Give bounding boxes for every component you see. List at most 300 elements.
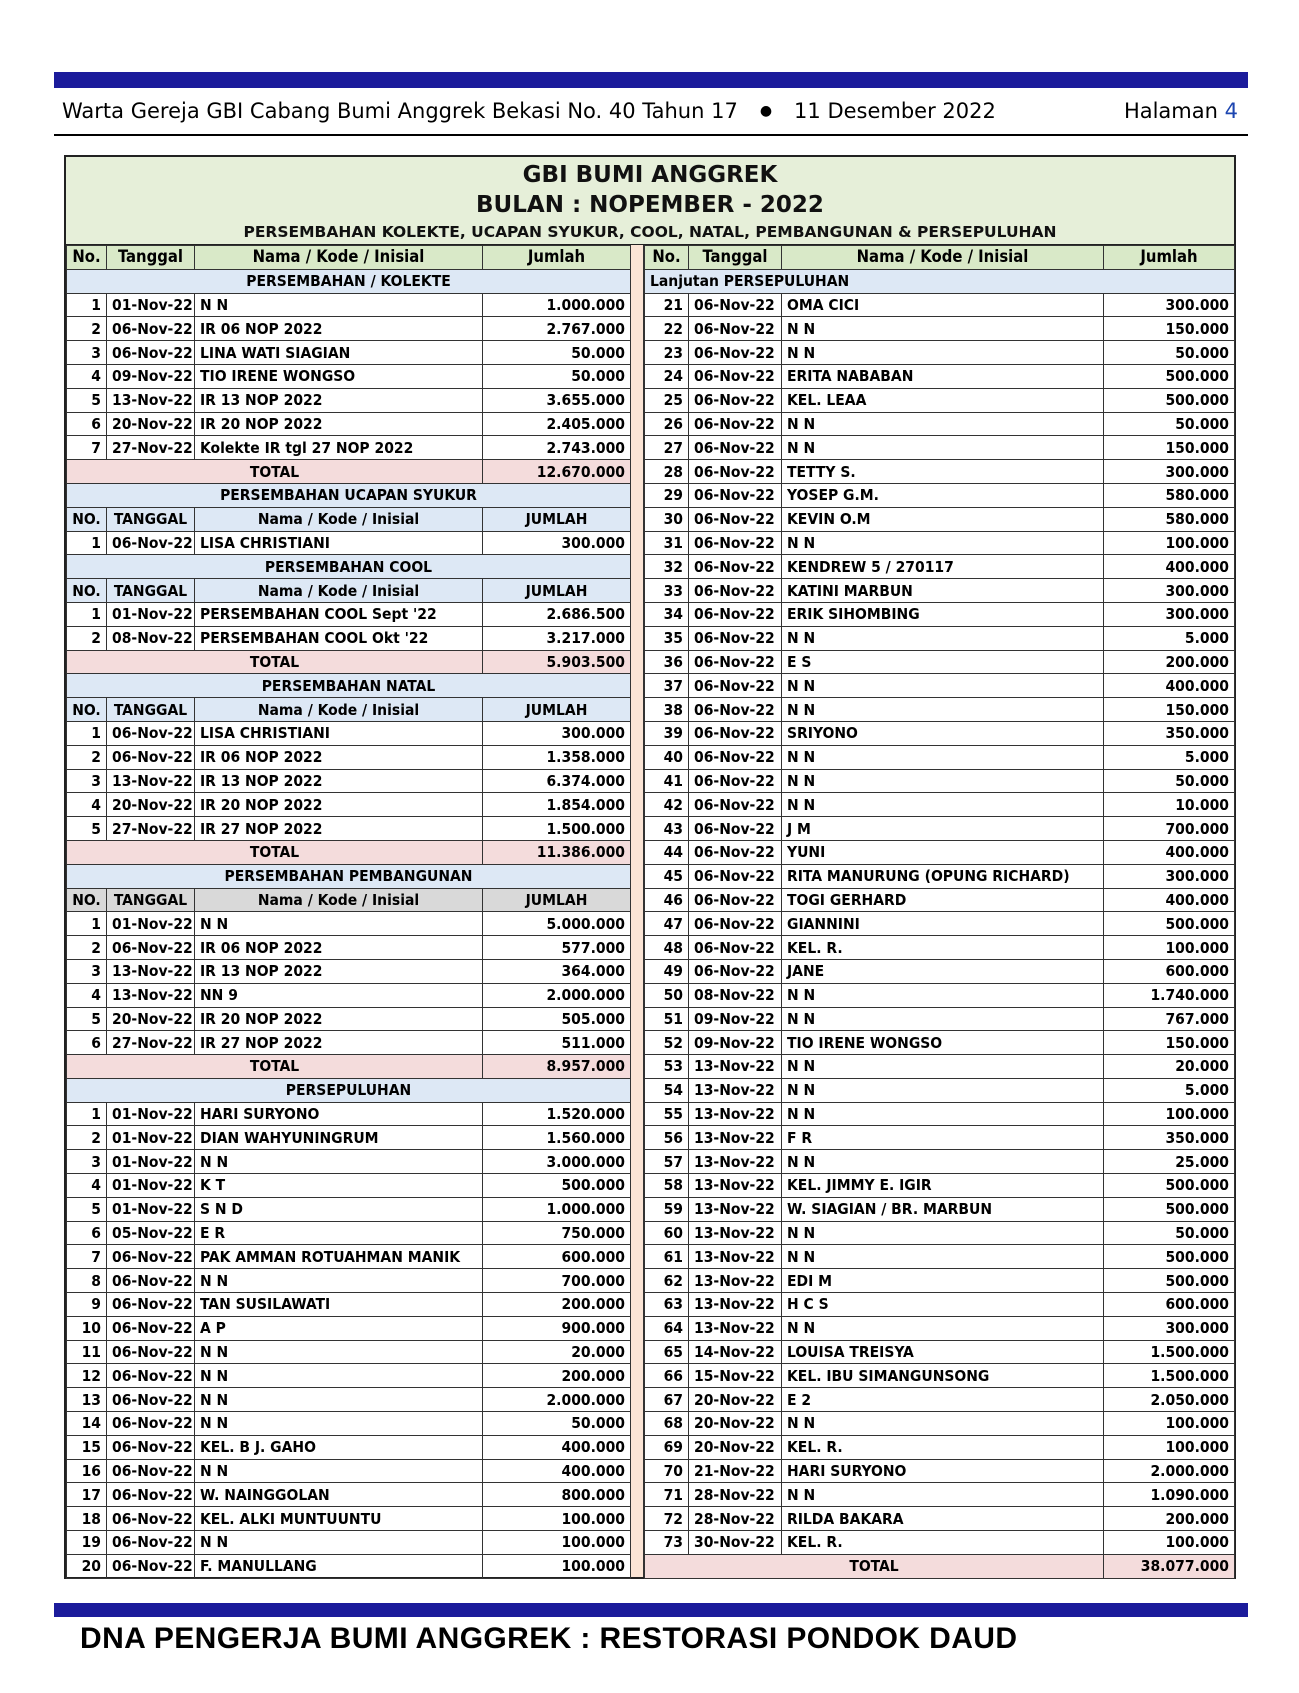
row-date: 06-Nov-22 — [689, 674, 782, 698]
row-date: 06-Nov-22 — [107, 1412, 195, 1436]
header-rule — [54, 134, 1248, 136]
table-row — [67, 1316, 631, 1340]
row-date: 20-Nov-22 — [689, 1435, 782, 1459]
row-number: 61 — [645, 1245, 689, 1269]
section-title-row — [67, 555, 631, 579]
row-name: IR 13 NOP 2022 — [195, 769, 483, 793]
subheader-no: NO. — [67, 698, 107, 722]
row-number: 45 — [645, 864, 689, 888]
row-amount: 1.000.000 — [483, 1197, 631, 1221]
row-number: 72 — [645, 1507, 689, 1531]
table-row — [645, 1007, 1235, 1031]
row-name: RITA MANURUNG (OPUNG RICHARD) — [782, 864, 1104, 888]
row-number: 5 — [67, 388, 107, 412]
row-date: 06-Nov-22 — [689, 745, 782, 769]
row-name: PERSEMBAHAN COOL Okt '22 — [195, 626, 483, 650]
table-row — [67, 602, 631, 626]
row-number: 49 — [645, 959, 689, 983]
row-number: 64 — [645, 1316, 689, 1340]
row-number: 21 — [645, 293, 689, 317]
row-number: 47 — [645, 912, 689, 936]
row-number: 54 — [645, 1078, 689, 1102]
section-title-row — [67, 864, 631, 888]
row-amount: 767.000 — [1104, 1007, 1235, 1031]
row-date: 06-Nov-22 — [689, 817, 782, 841]
row-number: 51 — [645, 1007, 689, 1031]
header-no: No. — [67, 246, 107, 270]
row-name: N N — [782, 1150, 1104, 1174]
row-name: TETTY S. — [782, 460, 1104, 484]
row-name: EDI M — [782, 1269, 1104, 1293]
row-number: 4 — [67, 364, 107, 388]
page-indicator — [1124, 99, 1238, 123]
header-jumlah: Jumlah — [483, 246, 631, 270]
row-name: N N — [782, 793, 1104, 817]
row-amount: 200.000 — [483, 1293, 631, 1317]
row-number: 70 — [645, 1459, 689, 1483]
table-row — [67, 817, 631, 841]
row-amount: 300.000 — [1104, 460, 1235, 484]
row-name: LINA WATI SIAGIAN — [195, 341, 483, 365]
row-number: 12 — [67, 1364, 107, 1388]
row-number: 1 — [67, 721, 107, 745]
table-row — [67, 1031, 631, 1055]
row-amount: 20.000 — [1104, 1055, 1235, 1079]
row-date: 14-Nov-22 — [689, 1340, 782, 1364]
row-number: 3 — [67, 1150, 107, 1174]
row-number: 27 — [645, 436, 689, 460]
row-name: J M — [782, 817, 1104, 841]
row-date: 27-Nov-22 — [107, 1031, 195, 1055]
row-amount: 50.000 — [483, 1412, 631, 1436]
table-row — [645, 602, 1235, 626]
section-title-row — [67, 1078, 631, 1102]
publication-title: Warta Gereja GBI Cabang Bumi Anggrek Bekasi No. 40 Tahun 17 — [62, 99, 738, 123]
table-row — [67, 1102, 631, 1126]
total-row — [67, 650, 631, 674]
row-amount: 3.000.000 — [483, 1150, 631, 1174]
table-row — [645, 293, 1235, 317]
row-number: 43 — [645, 817, 689, 841]
row-amount: 100.000 — [1104, 1435, 1235, 1459]
table-row — [645, 1269, 1235, 1293]
row-date: 06-Nov-22 — [107, 341, 195, 365]
row-date: 20-Nov-22 — [107, 412, 195, 436]
row-amount: 500.000 — [483, 1174, 631, 1198]
row-number: 23 — [645, 341, 689, 365]
row-date: 27-Nov-22 — [107, 817, 195, 841]
row-date: 05-Nov-22 — [107, 1221, 195, 1245]
row-amount: 400.000 — [1104, 840, 1235, 864]
row-name: YUNI — [782, 840, 1104, 864]
table-row — [645, 650, 1235, 674]
row-amount: 10.000 — [1104, 793, 1235, 817]
row-name: N N — [782, 412, 1104, 436]
row-number: 5 — [67, 1007, 107, 1031]
row-name: N N — [782, 626, 1104, 650]
row-date: 13-Nov-22 — [689, 1197, 782, 1221]
row-name: GIANNINI — [782, 912, 1104, 936]
row-date: 08-Nov-22 — [689, 983, 782, 1007]
row-amount: 50.000 — [1104, 1221, 1235, 1245]
row-date: 08-Nov-22 — [107, 626, 195, 650]
row-date: 06-Nov-22 — [689, 888, 782, 912]
row-name: TAN SUSILAWATI — [195, 1293, 483, 1317]
row-date: 06-Nov-22 — [689, 555, 782, 579]
row-number: 5 — [67, 817, 107, 841]
row-amount: 577.000 — [483, 936, 631, 960]
row-name: W. SIAGIAN / BR. MARBUN — [782, 1197, 1104, 1221]
table-row — [645, 1364, 1235, 1388]
table-row — [645, 1055, 1235, 1079]
row-date: 20-Nov-22 — [689, 1388, 782, 1412]
total-amount: 8.957.000 — [483, 1055, 631, 1079]
total-label: TOTAL — [67, 1055, 483, 1079]
row-amount: 300.000 — [483, 531, 631, 555]
row-name: KEL. LEAA — [782, 388, 1104, 412]
table-row — [645, 531, 1235, 555]
table-row — [67, 626, 631, 650]
row-amount: 500.000 — [1104, 1245, 1235, 1269]
row-amount: 100.000 — [1104, 1531, 1235, 1555]
row-amount: 505.000 — [483, 1007, 631, 1031]
row-number: 46 — [645, 888, 689, 912]
total-amount: 11.386.000 — [483, 840, 631, 864]
table-row — [645, 745, 1235, 769]
row-amount: 50.000 — [483, 364, 631, 388]
total-row — [67, 1055, 631, 1079]
row-number: 24 — [645, 364, 689, 388]
row-name: KEL. ALKI MUNTUUNTU — [195, 1507, 483, 1531]
row-name: N N — [782, 1316, 1104, 1340]
total-row — [67, 840, 631, 864]
row-name: IR 20 NOP 2022 — [195, 793, 483, 817]
subheader-nama: Nama / Kode / Inisial — [195, 579, 483, 603]
subheader-jumlah: JUMLAH — [483, 888, 631, 912]
row-number: 20 — [67, 1554, 107, 1578]
row-amount: 750.000 — [483, 1221, 631, 1245]
row-date: 06-Nov-22 — [689, 793, 782, 817]
row-number: 4 — [67, 793, 107, 817]
row-name: ERITA NABABAN — [782, 364, 1104, 388]
row-number: 29 — [645, 483, 689, 507]
row-number: 58 — [645, 1174, 689, 1198]
row-date: 06-Nov-22 — [107, 317, 195, 341]
row-name: N N — [782, 698, 1104, 722]
row-number: 57 — [645, 1150, 689, 1174]
section-title-row — [67, 269, 631, 293]
table-row — [67, 1245, 631, 1269]
section-title: Lanjutan PERSEPULUHAN — [645, 269, 1235, 293]
row-number: 60 — [645, 1221, 689, 1245]
row-number: 36 — [645, 650, 689, 674]
row-amount: 150.000 — [1104, 698, 1235, 722]
row-date: 06-Nov-22 — [107, 1269, 195, 1293]
row-date: 01-Nov-22 — [107, 602, 195, 626]
row-amount: 511.000 — [483, 1031, 631, 1055]
row-date: 13-Nov-22 — [689, 1221, 782, 1245]
row-date: 01-Nov-22 — [107, 912, 195, 936]
row-date: 06-Nov-22 — [107, 531, 195, 555]
table-row — [67, 1412, 631, 1436]
row-amount: 200.000 — [1104, 650, 1235, 674]
row-name: N N — [782, 1245, 1104, 1269]
row-amount: 2.000.000 — [483, 983, 631, 1007]
row-date: 01-Nov-22 — [107, 1102, 195, 1126]
row-amount: 5.000.000 — [483, 912, 631, 936]
row-amount: 200.000 — [483, 1364, 631, 1388]
row-name: A P — [195, 1316, 483, 1340]
section-column-header-row — [67, 507, 631, 531]
table-row — [645, 555, 1235, 579]
row-number: 63 — [645, 1293, 689, 1317]
row-amount: 1.500.000 — [1104, 1364, 1235, 1388]
row-amount: 300.000 — [1104, 579, 1235, 603]
table-row — [645, 674, 1235, 698]
section-title-row — [645, 269, 1235, 293]
row-name: N N — [782, 1102, 1104, 1126]
table-row — [67, 317, 631, 341]
table-row — [645, 769, 1235, 793]
table-row — [67, 531, 631, 555]
row-name: IR 27 NOP 2022 — [195, 1031, 483, 1055]
table-row — [645, 460, 1235, 484]
table-row — [645, 1316, 1235, 1340]
row-amount: 100.000 — [1104, 531, 1235, 555]
row-amount: 100.000 — [1104, 1412, 1235, 1436]
total-label: TOTAL — [645, 1554, 1104, 1578]
row-amount: 2.000.000 — [1104, 1459, 1235, 1483]
table-row — [645, 817, 1235, 841]
row-date: 06-Nov-22 — [107, 1531, 195, 1555]
table-row — [645, 1174, 1235, 1198]
table-row — [67, 1531, 631, 1555]
row-date: 01-Nov-22 — [107, 293, 195, 317]
row-amount: 3.217.000 — [483, 626, 631, 650]
total-amount: 12.670.000 — [483, 460, 631, 484]
subheader-tanggal: TANGGAL — [107, 579, 195, 603]
subheader-tanggal: TANGGAL — [107, 698, 195, 722]
row-date: 06-Nov-22 — [107, 1245, 195, 1269]
row-name: KEL. R. — [782, 936, 1104, 960]
table-row — [67, 293, 631, 317]
row-number: 40 — [645, 745, 689, 769]
table-row — [645, 483, 1235, 507]
row-name: JANE — [782, 959, 1104, 983]
row-number: 22 — [645, 317, 689, 341]
table-row — [67, 1435, 631, 1459]
row-date: 27-Nov-22 — [107, 436, 195, 460]
row-number: 3 — [67, 341, 107, 365]
row-amount: 400.000 — [483, 1435, 631, 1459]
table-row — [645, 1459, 1235, 1483]
row-name: KATINI MARBUN — [782, 579, 1104, 603]
row-amount: 580.000 — [1104, 507, 1235, 531]
row-name: KEL. R. — [782, 1531, 1104, 1555]
row-number: 30 — [645, 507, 689, 531]
row-amount: 300.000 — [1104, 602, 1235, 626]
row-date: 06-Nov-22 — [689, 483, 782, 507]
row-date: 06-Nov-22 — [107, 1364, 195, 1388]
row-name: PERSEMBAHAN COOL Sept '22 — [195, 602, 483, 626]
table-row — [645, 412, 1235, 436]
section-column-header-row — [67, 888, 631, 912]
row-number: 33 — [645, 579, 689, 603]
row-date: 13-Nov-22 — [107, 959, 195, 983]
subheader-no: NO. — [67, 888, 107, 912]
row-date: 06-Nov-22 — [689, 864, 782, 888]
row-number: 1 — [67, 531, 107, 555]
table-row — [67, 721, 631, 745]
row-date: 06-Nov-22 — [689, 341, 782, 365]
table-row — [645, 1245, 1235, 1269]
row-number: 50 — [645, 983, 689, 1007]
row-number: 19 — [67, 1531, 107, 1555]
table-row — [645, 936, 1235, 960]
row-name: N N — [195, 293, 483, 317]
table-row — [67, 1507, 631, 1531]
table-row — [67, 1459, 631, 1483]
subheader-jumlah: JUMLAH — [483, 579, 631, 603]
table-row — [67, 769, 631, 793]
row-name: E R — [195, 1221, 483, 1245]
row-number: 2 — [67, 745, 107, 769]
row-name: N N — [782, 1007, 1104, 1031]
row-name: Kolekte IR tgl 27 NOP 2022 — [195, 436, 483, 460]
row-number: 34 — [645, 602, 689, 626]
table-row — [645, 1150, 1235, 1174]
row-amount: 300.000 — [483, 721, 631, 745]
row-name: E 2 — [782, 1388, 1104, 1412]
row-amount: 2.767.000 — [483, 317, 631, 341]
row-number: 1 — [67, 1102, 107, 1126]
row-number: 71 — [645, 1483, 689, 1507]
row-number: 35 — [645, 626, 689, 650]
table-row — [645, 1435, 1235, 1459]
row-date: 06-Nov-22 — [689, 460, 782, 484]
row-amount: 300.000 — [1104, 293, 1235, 317]
row-name: F. MANULLANG — [195, 1554, 483, 1578]
row-number: 6 — [67, 412, 107, 436]
header-jumlah: Jumlah — [1104, 246, 1235, 270]
row-date: 06-Nov-22 — [689, 579, 782, 603]
row-number: 2 — [67, 936, 107, 960]
row-number: 73 — [645, 1531, 689, 1555]
table-row — [645, 959, 1235, 983]
table-row — [67, 983, 631, 1007]
row-date: 13-Nov-22 — [689, 1078, 782, 1102]
row-name: TIO IRENE WONGSO — [195, 364, 483, 388]
table-row — [67, 388, 631, 412]
subheader-tanggal: TANGGAL — [107, 888, 195, 912]
table-row — [645, 698, 1235, 722]
subheader-nama: Nama / Kode / Inisial — [195, 507, 483, 531]
row-date: 09-Nov-22 — [689, 1031, 782, 1055]
row-number: 17 — [67, 1483, 107, 1507]
row-date: 13-Nov-22 — [107, 983, 195, 1007]
row-number: 55 — [645, 1102, 689, 1126]
table-row — [645, 864, 1235, 888]
row-name: F R — [782, 1126, 1104, 1150]
row-date: 06-Nov-22 — [689, 412, 782, 436]
row-number: 1 — [67, 293, 107, 317]
row-number: 59 — [645, 1197, 689, 1221]
row-name: ERIK SIHOMBING — [782, 602, 1104, 626]
table-row — [67, 1269, 631, 1293]
row-date: 13-Nov-22 — [689, 1102, 782, 1126]
table-row — [645, 1412, 1235, 1436]
row-name: N N — [782, 436, 1104, 460]
table-row — [645, 1102, 1235, 1126]
table-row — [67, 1483, 631, 1507]
section-column-header-row — [67, 698, 631, 722]
table-row — [645, 1483, 1235, 1507]
row-amount: 1.500.000 — [483, 817, 631, 841]
row-amount: 100.000 — [1104, 1102, 1235, 1126]
table-row — [645, 1531, 1235, 1555]
row-number: 66 — [645, 1364, 689, 1388]
row-date: 20-Nov-22 — [689, 1412, 782, 1436]
row-date: 01-Nov-22 — [107, 1174, 195, 1198]
row-date: 06-Nov-22 — [689, 959, 782, 983]
row-date: 21-Nov-22 — [689, 1459, 782, 1483]
row-date: 06-Nov-22 — [689, 507, 782, 531]
row-number: 8 — [67, 1269, 107, 1293]
row-name: LISA CHRISTIANI — [195, 531, 483, 555]
header-left — [62, 99, 996, 123]
row-name: RILDA BAKARA — [782, 1507, 1104, 1531]
row-date: 06-Nov-22 — [107, 1340, 195, 1364]
table-row — [645, 1078, 1235, 1102]
table-row — [67, 745, 631, 769]
row-amount: 150.000 — [1104, 1031, 1235, 1055]
row-name: W. NAINGGOLAN — [195, 1483, 483, 1507]
total-row — [645, 1554, 1235, 1578]
row-name: S N D — [195, 1197, 483, 1221]
row-date: 06-Nov-22 — [689, 650, 782, 674]
row-number: 11 — [67, 1340, 107, 1364]
table-row — [67, 436, 631, 460]
table-row — [67, 959, 631, 983]
page-label: Halaman — [1123, 99, 1218, 123]
row-name: N N — [195, 1364, 483, 1388]
row-name: IR 13 NOP 2022 — [195, 388, 483, 412]
row-name: IR 06 NOP 2022 — [195, 936, 483, 960]
row-amount: 364.000 — [483, 959, 631, 983]
subheader-no: NO. — [67, 579, 107, 603]
row-amount: 400.000 — [1104, 555, 1235, 579]
row-date: 13-Nov-22 — [689, 1293, 782, 1317]
row-number: 28 — [645, 460, 689, 484]
table-row — [645, 507, 1235, 531]
row-date: 06-Nov-22 — [689, 531, 782, 555]
row-name: N N — [782, 769, 1104, 793]
total-row — [67, 460, 631, 484]
row-number: 2 — [67, 626, 107, 650]
row-date: 13-Nov-22 — [689, 1316, 782, 1340]
section-title: PERSEMBAHAN UCAPAN SYUKUR — [67, 483, 631, 507]
row-name: TIO IRENE WONGSO — [782, 1031, 1104, 1055]
row-date: 06-Nov-22 — [107, 1388, 195, 1412]
row-name: KEL. IBU SIMANGUNSONG — [782, 1364, 1104, 1388]
table-row — [67, 412, 631, 436]
row-amount: 500.000 — [1104, 912, 1235, 936]
row-amount: 1.854.000 — [483, 793, 631, 817]
right-table — [644, 245, 1235, 1579]
total-amount: 38.077.000 — [1104, 1554, 1235, 1578]
row-number: 65 — [645, 1340, 689, 1364]
row-amount: 700.000 — [1104, 817, 1235, 841]
